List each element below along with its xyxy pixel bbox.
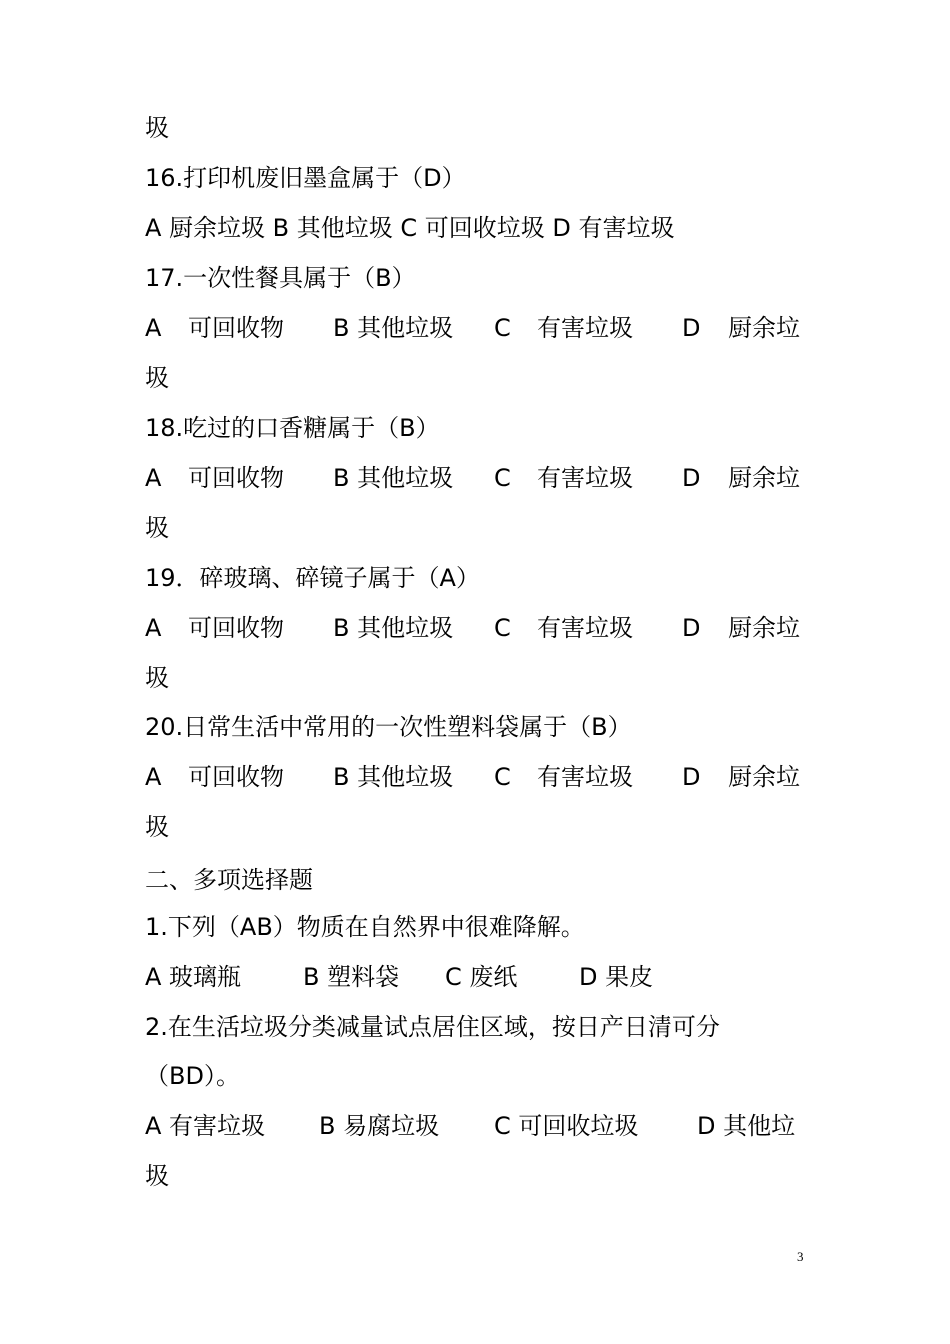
option-d-text: 厨余垃: [728, 763, 800, 791]
option-c-letter: C: [494, 763, 511, 791]
section-heading: 二、多项选择题: [145, 866, 313, 894]
option-d-text: 厨余垃: [728, 614, 800, 642]
question-20: 20.日常生活中常用的一次性塑料袋属于（B）: [145, 713, 632, 741]
option-a-letter: A: [145, 464, 162, 492]
text-line: 圾: [145, 114, 169, 142]
text-line: （BD）。: [145, 1062, 240, 1090]
option-d-letter: D: [682, 314, 701, 342]
option-a-text: 可回收物: [188, 314, 284, 342]
option-a: A 有害垃圾: [145, 1112, 266, 1140]
option-d: D 其他垃: [697, 1112, 796, 1140]
option-c-text: 有害垃圾: [537, 464, 633, 492]
option-a-text: 可回收物: [188, 763, 284, 791]
option-b: B 塑料袋: [303, 963, 400, 991]
question-16-options: A 厨余垃圾 B 其他垃圾 C 可回收垃圾 D 有害垃圾: [145, 214, 675, 242]
option-c-letter: C: [494, 314, 511, 342]
question-19: 19．碎玻璃、碎镜子属于（A）: [145, 564, 480, 592]
option-c-text: 有害垃圾: [537, 314, 633, 342]
option-a-letter: A: [145, 614, 162, 642]
option-c: C 可回收垃圾: [494, 1112, 639, 1140]
option-b: B 其他垃圾: [333, 464, 454, 492]
text-line: 圾: [145, 813, 169, 841]
option-b: B 其他垃圾: [333, 314, 454, 342]
question-17: 17.一次性餐具属于（B）: [145, 264, 416, 292]
option-c-letter: C: [494, 614, 511, 642]
text-line: 圾: [145, 1162, 169, 1190]
option-b: B 易腐垃圾: [319, 1112, 440, 1140]
option-d-text: 厨余垃: [728, 314, 800, 342]
page-number: 3: [797, 1249, 804, 1264]
option-c-text: 有害垃圾: [537, 614, 633, 642]
option-c-letter: C: [494, 464, 511, 492]
option-d-letter: D: [682, 614, 701, 642]
option-d: D 果皮: [579, 963, 654, 991]
text-line: 圾: [145, 514, 169, 542]
multi-question-2: 2.在生活垃圾分类减量试点居住区域，按日产日清可分: [145, 1013, 720, 1041]
option-d-text: 厨余垃: [728, 464, 800, 492]
option-a-letter: A: [145, 314, 162, 342]
option-c-text: 有害垃圾: [537, 763, 633, 791]
option-c: C 废纸: [445, 963, 518, 991]
option-d-letter: D: [682, 464, 701, 492]
question-16: 16.打印机废旧墨盒属于（D）: [145, 164, 466, 192]
option-d-letter: D: [682, 763, 701, 791]
multi-question-1: 1.下列（AB）物质在自然界中很难降解。: [145, 913, 585, 941]
option-a: A 玻璃瓶: [145, 963, 242, 991]
question-18: 18.吃过的口香糖属于（B）: [145, 414, 440, 442]
option-b: B 其他垃圾: [333, 763, 454, 791]
option-a-text: 可回收物: [188, 614, 284, 642]
option-a-text: 可回收物: [188, 464, 284, 492]
text-line: 圾: [145, 664, 169, 692]
option-b: B 其他垃圾: [333, 614, 454, 642]
text-line: 圾: [145, 364, 169, 392]
option-a-letter: A: [145, 763, 162, 791]
